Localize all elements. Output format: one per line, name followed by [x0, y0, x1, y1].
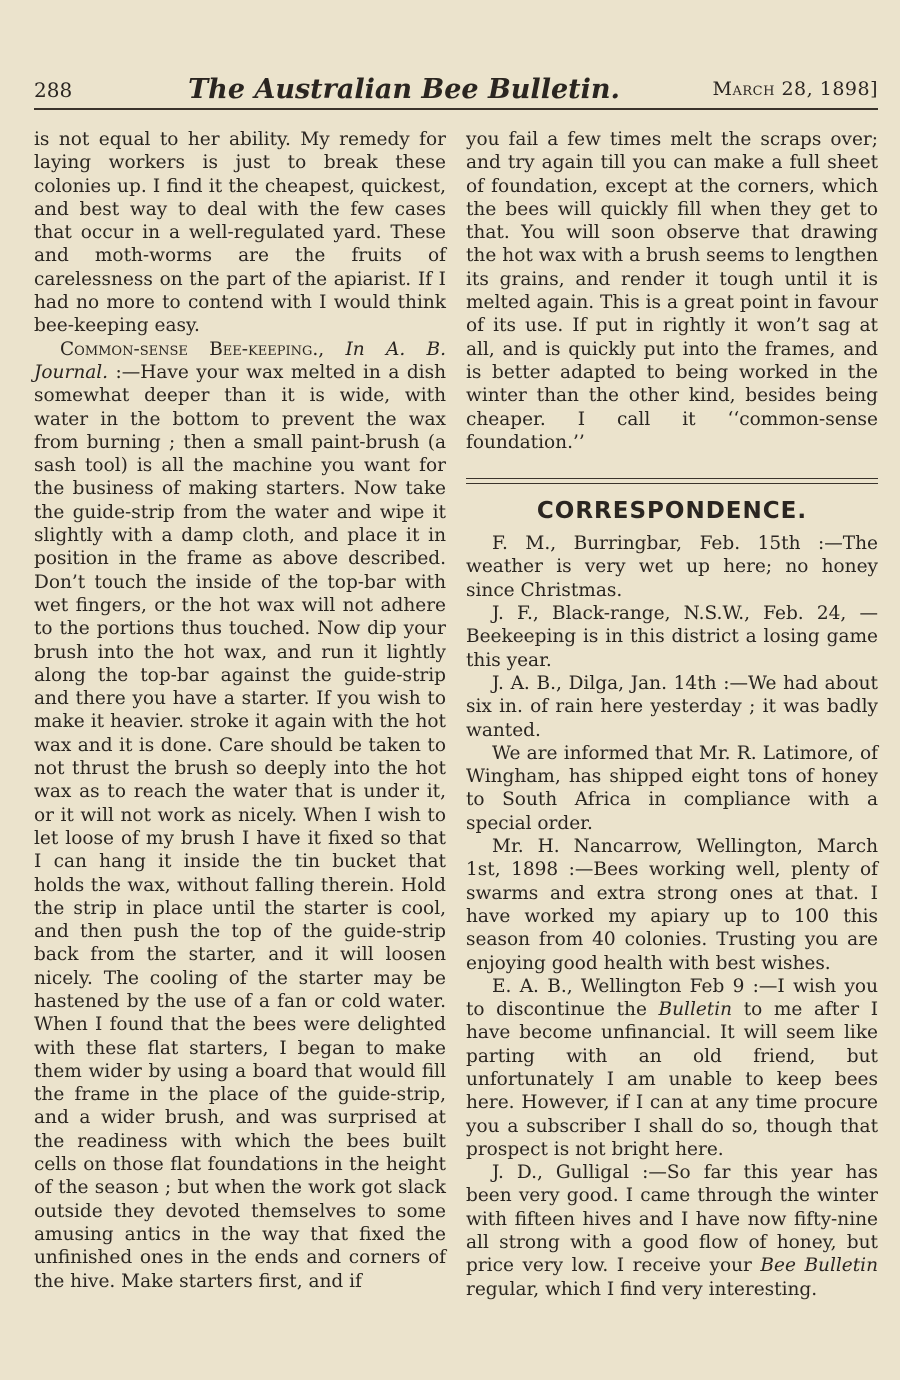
correspondence-item: We are informed that Mr. R. Latimore, of Wingham, has shipped eight tons of honey to South Africa in compliance with a special order. [466, 742, 878, 834]
issue-date: March 28, 1898] [712, 78, 878, 100]
correspondence-item [466, 975, 878, 1161]
page-number: 288 [34, 78, 73, 102]
page-header [34, 74, 878, 110]
right-column [466, 128, 878, 1301]
publication-ref: Bee Bulletin [760, 1255, 878, 1277]
correspondence-item [466, 1161, 878, 1301]
item-text: to me after I have become unfinancial. It will seem like parting with an old friend, but unfortunately I am unable to keep bees here. However, if I can at any time procure you a subscriber I shall do so, though that prospect is not bright here. [466, 999, 879, 1160]
section-heading: CORRESPONDENCE. [536, 498, 808, 525]
publication-title: The Australian Bee Bulletin. [188, 74, 620, 105]
correspondence-item: J. F., Black-range, N.S.W., Feb. 24, —Beekeeping is in this district a losing game this year. [466, 603, 878, 671]
correspondence-item: Mr. H. Nancarrow, Wellington, March 1st, 1898 :—Bees working well, plenty of swarms and extra strong ones at that. I have worked my apiary up to 100 this season from 40 colonies. Trusting you are enjoying good health with best wishes. [466, 836, 878, 974]
article-paragraph: you fail a few times melt the scraps over; and try again till you can make a full sheet of foundation, except at the corners, which the bees will quickly fill when they get to that. You will soon observe that drawing the hot wax with a brush seems to lengthen its grains, and render it tough until it is melted again. This is a great point in favour of its use. If put in rightly it won’t sag at all, and is quickly put into the frames, and is better adapted to being worked in the winter than the other kind, besides being cheaper. I call it ‘‘common-sense foundation.’’ [466, 129, 878, 453]
article-body: :—Have your wax melted in a dish somewhat deeper than it is wide, with water in the bottom to prevent the wax from burning ; then a small paint-brush (a sash tool) is all the machine you want for the business of making starters. Now take the guide-strip from the water and wipe it slightly with a damp cloth, and place it in position in the frame as above described. Don’t touch the inside of the top-bar with wet fingers, or the hot wax will not adhere to the portions thus touched. Now dip your brush into the hot wax, and run it lightly along the top-bar against the guide-strip and there you have a starter. If you wish to make it heavier. stroke it again with the hot wax and it is done. Care should be taken to not thrust the brush so deeply into the hot wax as to reach the water that is under it, or it will not work as nicely. When I wish to let loose of my brush I have it fixed so that I can hang it inside the tin bucket that holds the wax, without falling therein. Hold the strip in place until the starter is cool, and then push the top of the guide-strip back from the starter, and it will loosen nicely. The cooling of the starter may be hastened by the use of a fan or cold water. When I found that the bees were delighted with these flat starters, I began to make them wider by using a board that would fill the frame in the place of the guide-strip, and a wider brush, and was surprised at the readiness with which the bees built cells on those flat foundations in the height of the season ; but when the work got slack outside they devoted themselves to some amusing antics in the way that fixed the unfinished ones in the ends and corners of the hive. Make starters first, and if [34, 361, 446, 1292]
source-journal: In A. B. Journal. [34, 338, 446, 383]
publication-ref: Bulletin [658, 999, 733, 1021]
correspondence-item: F. M., Burringbar, Feb. 15th :—The weather is very wet up here; no honey since Christmas. [466, 533, 878, 601]
correspondence-item: J. A. B., Dilga, Jan. 14th :—We had about six in. of rain here yesterday ; it was badly wanted. [466, 672, 878, 741]
article-paragraph: is not equal to her ability. My remedy for laying workers is just to break these colonies up. I find it the cheapest, quickest, and best way to deal with the few cases that occur in a well-regulated yard. These and moth-worms are the fruits of carelessness on the part of the apiarist. If I had no more to contend with I would think bee-keeping easy. [34, 129, 446, 337]
item-text: regular, which I find very interesting. [466, 1278, 818, 1300]
item-text: J. D., Gulligal :—So far this year has been very good. I came through the winter with fifteen hives and I have now fifty-nine all strong with a good flow of honey, but price very low. I receive your [466, 1162, 878, 1277]
article-paragraph [34, 338, 446, 1293]
section-divider [466, 478, 878, 484]
source-name: Common-sense Bee-keeping., [60, 338, 325, 360]
left-column [34, 128, 446, 1293]
item-text: E. A. B., Wellington Feb 9 :—I wish you to discontinue the [466, 975, 878, 1021]
